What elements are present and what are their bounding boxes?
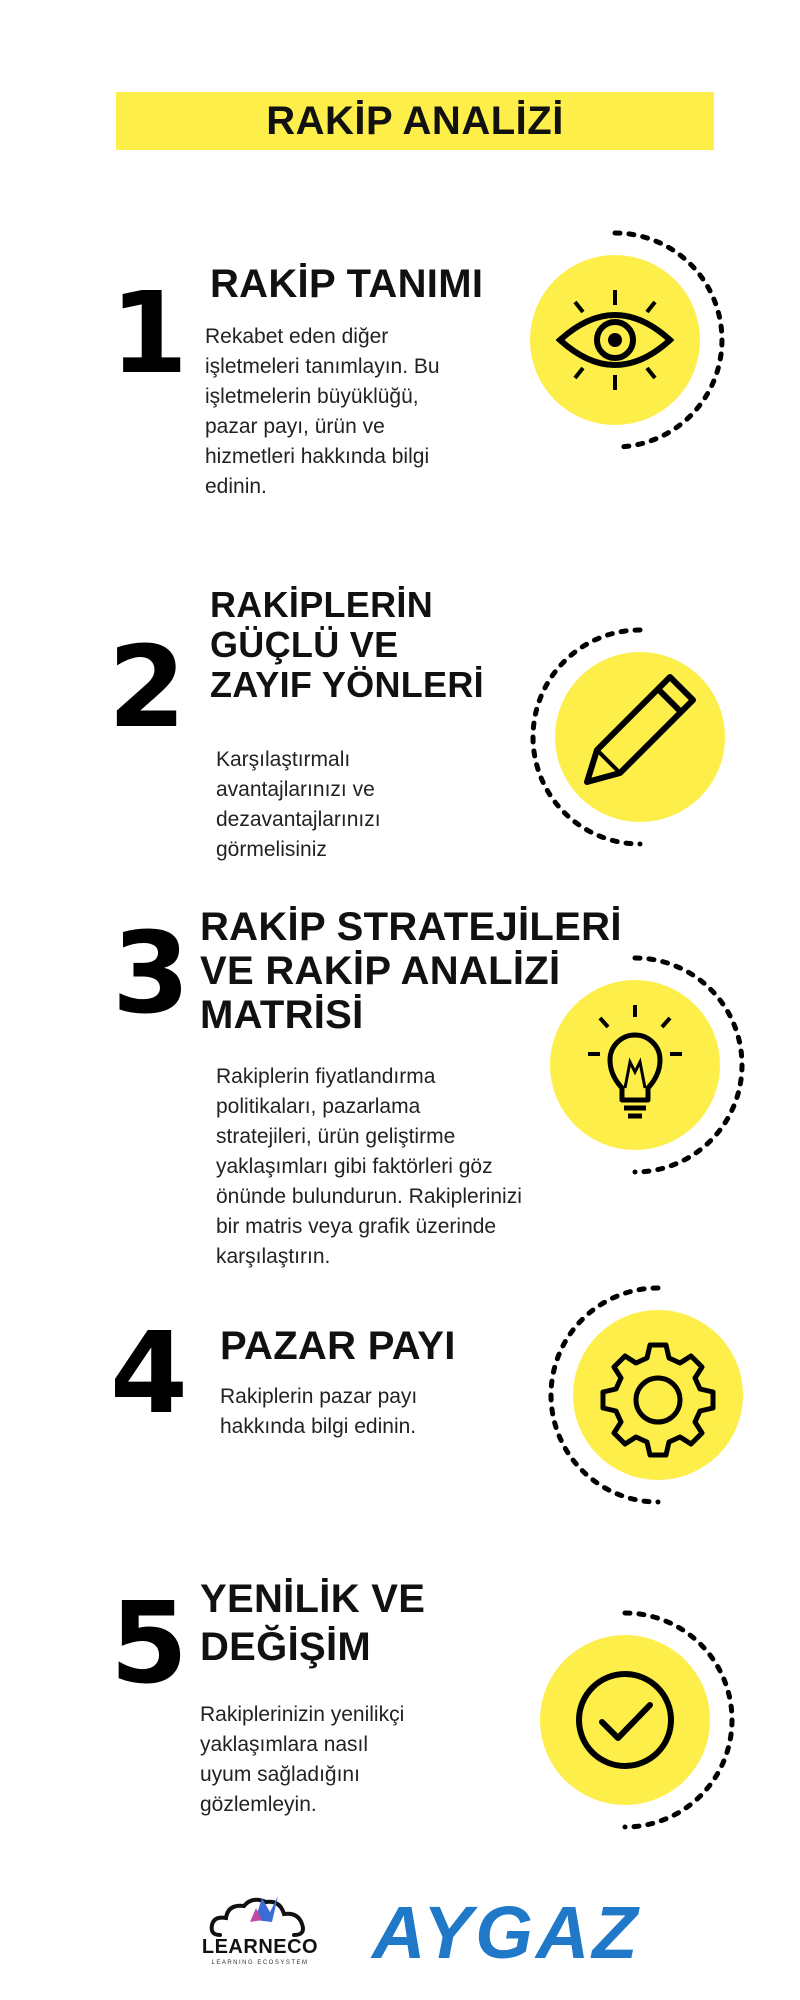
- step-heading-2: RAKİPLERİN GÜÇLÜ VE ZAYIF YÖNLERİ: [210, 584, 484, 705]
- step-heading-3: RAKİP STRATEJİLERİ VE RAKİP ANALİZİ MATRİSİ: [200, 905, 622, 1037]
- learneco-tagline: LEARNING ECOSYSTEM: [211, 1960, 309, 1966]
- pencil-icon: [525, 622, 735, 852]
- lightbulb-icon: [540, 950, 750, 1180]
- check-circle-icon: [530, 1605, 740, 1835]
- eye-icon: [520, 230, 730, 460]
- step-body-3: Rakiplerin fiyatlandırma politikaları, pazarlama stratejileri, ürün geliştirme yaklaşımları gibi faktörleri göz önünde bulundurun. Rakiplerinizi bir matris veya grafik üzerinde karşılaştırın.: [216, 1065, 522, 1268]
- step-number-2: 2: [108, 623, 186, 753]
- learneco-cloud-icon: [200, 1890, 320, 1940]
- step-number-4: 4: [110, 1309, 188, 1439]
- step-heading-1: RAKİP TANIMI: [210, 262, 484, 306]
- step-number-1: 1: [110, 269, 188, 399]
- step-body-4: Rakiplerin pazar payı hakkında bilgi edinin.: [220, 1385, 418, 1438]
- learneco-name: LEARNECO: [201, 1936, 319, 1958]
- gear-icon: [540, 1280, 750, 1510]
- step-number-5: 5: [110, 1579, 188, 1709]
- step-body-5: Rakiplerinizin yenilikçi yaklaşımlara nasıl uyum sağladığını gözlemleyin.: [200, 1703, 405, 1816]
- step-body-2: Karşılaştırmalı avantajlarınızı ve dezavantajlarınızı görmelisiniz: [216, 748, 381, 861]
- aygaz-logo: AYGAZ: [372, 1891, 641, 1974]
- page-title: RAKİP ANALİZİ: [266, 98, 564, 143]
- learneco-logo: [200, 1890, 320, 1970]
- title-banner: [116, 92, 714, 150]
- step-heading-4: PAZAR PAYI: [220, 1324, 456, 1368]
- step-heading-5: YENİLİK VE DEĞİŞİM: [200, 1577, 426, 1669]
- step-number-3: 3: [112, 909, 190, 1039]
- step-body-1: Rekabet eden diğer işletmeleri tanımlayın. Bu işletmelerin büyüklüğü, pazar payı, ürün ve hizmetleri hakkında bilgi edinin.: [205, 325, 440, 498]
